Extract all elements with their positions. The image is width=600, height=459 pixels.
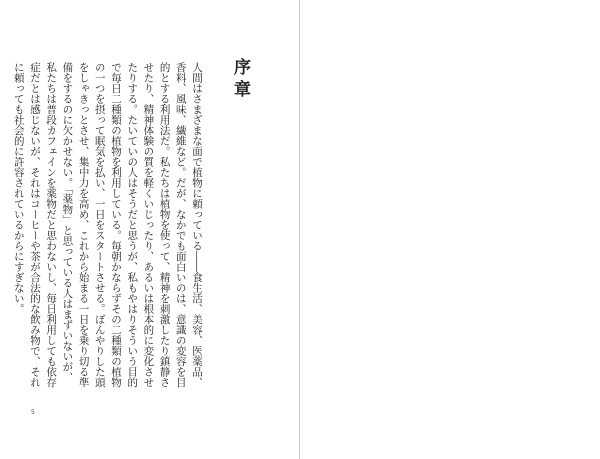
body-paragraph: 人間はさまざまな面で植物に頼っている――食生活、美容、医薬品、香料、風味、繊維など。だが、なかでも面白いのは、意識の変容を目的とする利用法だ。私たちは植物を使って、精神を刺激したり鎮静させたり、精神体験の質を軽くいじったり、あるいは根本的に変化させたりする。たいていの人はそうだと思うが、私もやはりそういう目的で毎日二種類の植物を利用している。毎朝かならずその二種類の植物の一つを摂って眠気を払い、一日をスタートさせる。ぼんやりした頭をしゃきっとさせ、集中力を高め、これから始まる一日を乗り切る準備をするのに欠かせない。「薬物」と思っている人はまずいないが、私たちは普段カフェインを薬物だと思わないし、毎日利用しても依存症だとは感じないが、それはコーヒーや茶が合法的な飲み物で、それに頼っても社会的に許容されているからにすぎない。 bbox=[12, 62, 203, 388]
body-text bbox=[5, 62, 205, 392]
page-number: 5 bbox=[31, 409, 35, 416]
right-page-blank bbox=[300, 0, 600, 459]
chapter-title: 序章 bbox=[230, 58, 250, 102]
